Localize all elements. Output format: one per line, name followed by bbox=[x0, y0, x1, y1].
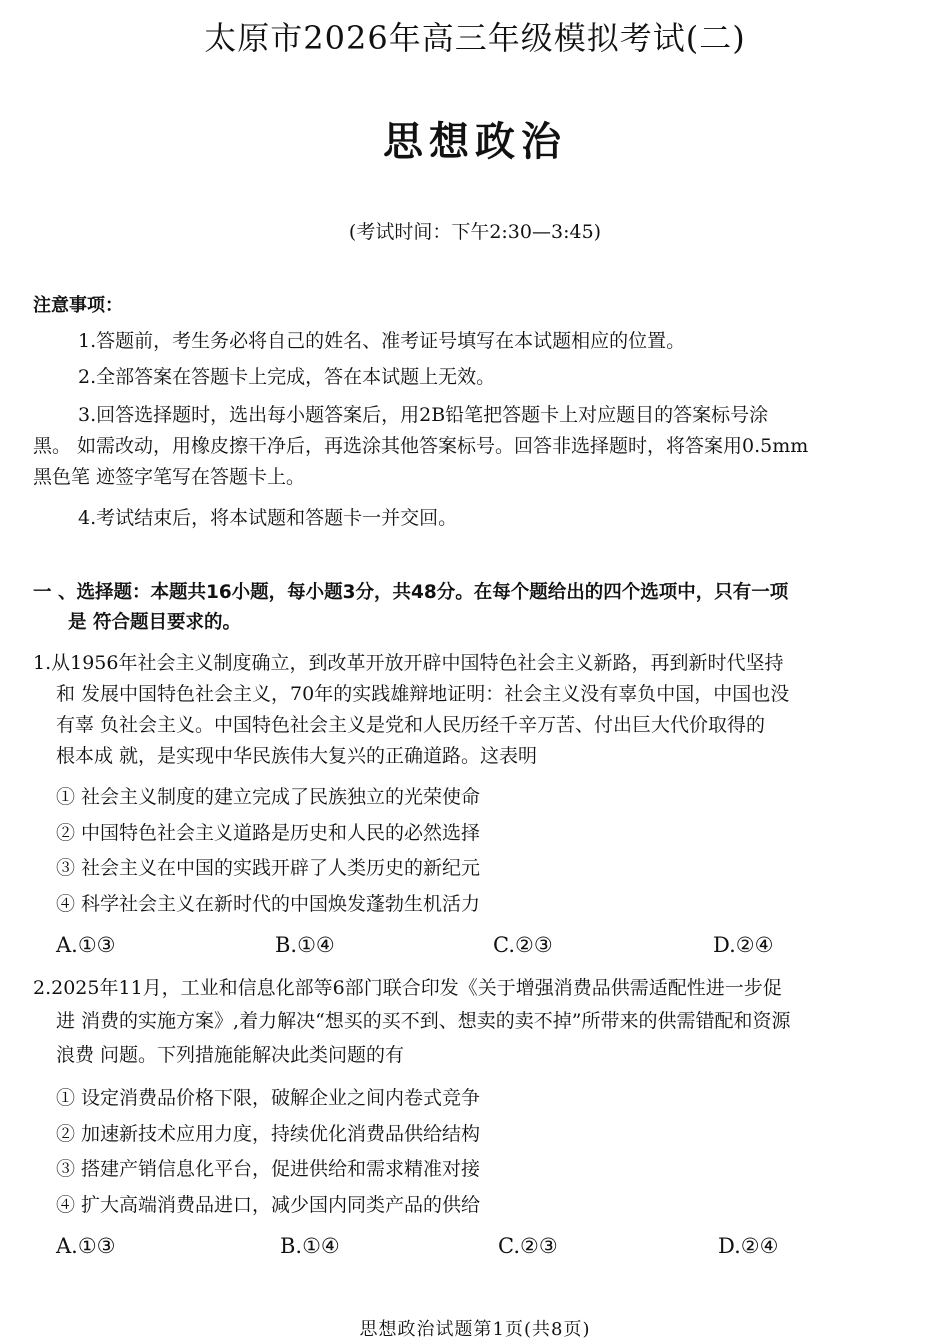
notice-line: 黑。 如需改动，用橡皮擦干净后，再选涂其他答案标号。回答非选择题时，将答案用0.5mm bbox=[33, 435, 809, 457]
answer-option-b: B.①④ bbox=[275, 933, 335, 957]
section-heading-line: 是 符合题目要求的。 bbox=[68, 612, 241, 633]
answer-option-a: A.①③ bbox=[56, 933, 116, 957]
answer-option-d: D.②④ bbox=[718, 1234, 779, 1258]
exam-title: 太原市2026年高三年级模拟考试(二) bbox=[204, 19, 746, 57]
notice-title: 注意事项： bbox=[33, 295, 123, 316]
question-stem-line: 根本成 就，是实现中华民族伟大复兴的正确道路。这表明 bbox=[56, 745, 538, 767]
answer-option-d: D.②④ bbox=[713, 933, 774, 957]
statement: ④ 扩大高端消费品进口，减少国内同类产品的供给 bbox=[56, 1194, 481, 1216]
statement: ② 加速新技术应用力度，持续优化消费品供给结构 bbox=[56, 1123, 481, 1145]
question-stem-line: 浪费 问题。下列措施能解决此类问题的有 bbox=[56, 1044, 405, 1066]
page-footer: 思想政治试题第1页(共8页) bbox=[359, 1319, 591, 1340]
statement: ① 社会主义制度的建立完成了民族独立的光荣使命 bbox=[56, 786, 481, 808]
question-stem-line: 和 发展中国特色社会主义，70年的实践雄辩地证明：社会主义没有辜负中国，中国也没 bbox=[56, 683, 790, 705]
answer-option-c: C.②③ bbox=[498, 1234, 558, 1258]
question-stem-line: 进 消费的实施方案》,着力解决“想买的买不到、想卖的卖不掉”所带来的供需错配和资源 bbox=[56, 1010, 791, 1032]
subject-title: 思想政治 bbox=[383, 119, 567, 165]
section-heading-line: 一 、选择题：本题共16小题，每小题3分，共48分。在每个题给出的四个选项中，只有一项 bbox=[33, 582, 789, 603]
notice-line: 黑色笔 迹签字笔写在答题卡上。 bbox=[33, 466, 306, 488]
statement: ① 设定消费品价格下限，破解企业之间内卷式竞争 bbox=[56, 1087, 481, 1109]
answer-option-b: B.①④ bbox=[280, 1234, 340, 1258]
notice-line: 4.考试结束后，将本试题和答题卡一并交回。 bbox=[78, 507, 458, 529]
question-stem-line: 有辜 负社会主义。中国特色社会主义是党和人民历经千辛万苦、付出巨大代价取得的 bbox=[56, 714, 766, 736]
question-stem-line: 2.2025年11月，工业和信息化部等6部门联合印发《关于增强消费品供需适配性进一步促 bbox=[33, 977, 782, 999]
notice-line: 1.答题前，考生务必将自己的姓名、准考证号填写在本试题相应的位置。 bbox=[78, 330, 686, 352]
question-stem-line: 1.从1956年社会主义制度确立，到改革开放开辟中国特色社会主义新路，再到新时代坚持 bbox=[33, 652, 784, 674]
statement: ② 中国特色社会主义道路是历史和人民的必然选择 bbox=[56, 822, 481, 844]
statement: ④ 科学社会主义在新时代的中国焕发蓬勃生机活力 bbox=[56, 893, 481, 915]
notice-line: 2.全部答案在答题卡上完成，答在本试题上无效。 bbox=[78, 366, 496, 388]
notice-line: 3.回答选择题时，选出每小题答案后，用2B铅笔把答题卡上对应题目的答案标号涂 bbox=[78, 404, 769, 426]
exam-time: (考试时间：下午2:30—3:45) bbox=[348, 221, 602, 243]
statement: ③ 搭建产销信息化平台，促进供给和需求精准对接 bbox=[56, 1158, 481, 1180]
answer-option-c: C.②③ bbox=[493, 933, 553, 957]
answer-option-a: A.①③ bbox=[56, 1234, 116, 1258]
statement: ③ 社会主义在中国的实践开辟了人类历史的新纪元 bbox=[56, 857, 481, 879]
